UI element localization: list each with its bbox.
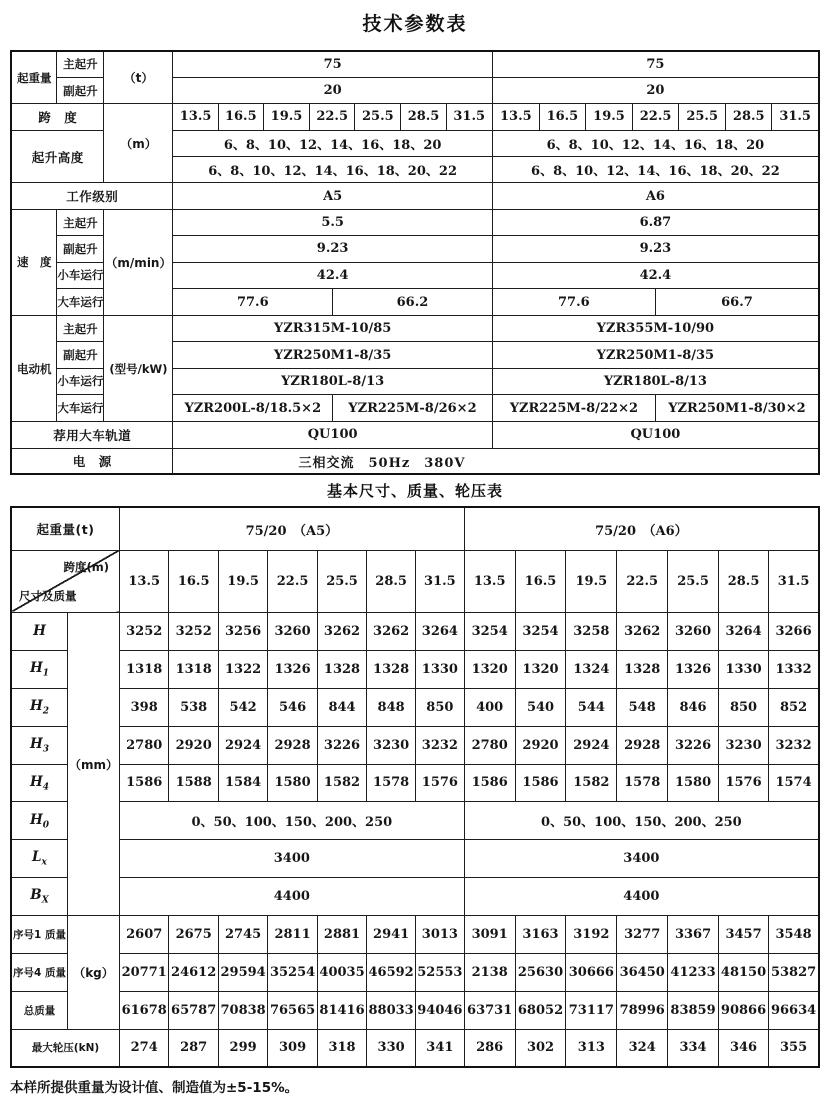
data-cell: 22.5 [633, 104, 679, 130]
page-title: 技术参数表 [362, 13, 468, 35]
row-label: 主起升 [57, 316, 104, 342]
data-cell: 1330 [416, 650, 465, 688]
row-label-power-supply: 电 源 [11, 448, 173, 474]
data-cell: 848 [367, 688, 416, 726]
data-cell: 844 [317, 688, 366, 726]
data-cell: 538 [169, 688, 218, 726]
data-cell: 29594 [218, 953, 267, 991]
data-cell: 341 [416, 1029, 465, 1067]
data-cell: 1574 [769, 764, 819, 802]
data-cell: 313 [566, 1029, 617, 1067]
data-cell: 3232 [416, 726, 465, 764]
data-cell: 1330 [718, 650, 768, 688]
unit-metres: （m） [104, 104, 173, 183]
row-label: 大车运行 [57, 289, 104, 316]
data-cell: 850 [416, 688, 465, 726]
data-cell: 3163 [515, 916, 566, 954]
diagonal-header-top-label: 跨度(m) [63, 559, 109, 574]
dims-table-title: 基本尺寸、质量、轮压表 [326, 482, 503, 501]
data-cell: 90866 [718, 991, 768, 1029]
crane-travel-motor-a6 [492, 395, 819, 422]
data-cell: 19.5 [218, 550, 267, 612]
data-cell: YZR180L-8/13 [492, 368, 819, 394]
data-cell: 52553 [416, 953, 465, 991]
row-label-H: H [11, 612, 67, 650]
data-cell: 2745 [218, 916, 267, 954]
data-cell: 544 [566, 688, 617, 726]
data-cell: 81416 [317, 991, 366, 1029]
data-cell: 16.5 [169, 550, 218, 612]
row-label-capacity: 起重量(t) [11, 507, 119, 550]
data-cell: 83859 [668, 991, 719, 1029]
data-cell: 30666 [566, 953, 617, 991]
data-cell: 2780 [464, 726, 515, 764]
row-label: 副起升 [57, 342, 104, 368]
data-cell: 3254 [515, 612, 566, 650]
data-cell: YZR250M1-8/30×2 [655, 395, 818, 421]
data-cell: 1326 [268, 650, 317, 688]
data-cell: 1586 [119, 764, 168, 802]
row-label-H4: $H_4$ [11, 764, 67, 802]
data-cell: 20771 [119, 953, 168, 991]
data-cell: 3260 [668, 612, 719, 650]
data-cell: 41233 [668, 953, 719, 991]
data-cell: 5.5 [173, 209, 492, 235]
data-cell: 302 [515, 1029, 566, 1067]
data-cell: 1578 [617, 764, 668, 802]
data-cell: 25.5 [679, 104, 726, 130]
data-cell: 36450 [617, 953, 668, 991]
row-label: 小车运行 [57, 368, 104, 394]
unit-m-per-min: （m/min） [104, 209, 173, 315]
data-cell: 0、50、100、150、200、250 [119, 802, 464, 840]
data-cell: 1586 [464, 764, 515, 802]
data-cell: 2928 [617, 726, 668, 764]
data-cell: 66.2 [332, 289, 492, 315]
data-cell: YZR180L-8/13 [173, 368, 492, 394]
data-cell: 94046 [416, 991, 465, 1029]
data-cell: 1582 [317, 764, 366, 802]
data-cell: 19.5 [263, 104, 309, 130]
row-label-max-wheel-load: 最大轮压(kN) [11, 1029, 119, 1067]
data-cell: 1318 [119, 650, 168, 688]
data-cell: 2881 [317, 916, 366, 954]
main-hoist-heights-a5: 6、8、10、12、14、16、18、20 [173, 130, 492, 156]
data-cell: 53827 [769, 953, 819, 991]
data-cell: 40035 [317, 953, 366, 991]
data-cell: 73117 [566, 991, 617, 1029]
data-cell: 28.5 [367, 550, 416, 612]
data-cell: 42.4 [492, 262, 819, 288]
unit-mm: （mm） [67, 612, 119, 915]
data-cell: 31.5 [772, 104, 819, 130]
data-cell: 25630 [515, 953, 566, 991]
data-cell: 13.5 [119, 550, 168, 612]
data-cell: 318 [317, 1029, 366, 1067]
data-cell: 3264 [718, 612, 768, 650]
data-cell: 25.5 [355, 104, 401, 130]
row-label-item1-mass: 序号1 质量 [11, 916, 67, 954]
data-cell: 1584 [218, 764, 267, 802]
data-cell: 66.7 [655, 289, 818, 315]
row-label-recommended-rail: 荐用大车轨道 [11, 422, 173, 448]
data-cell: 3230 [718, 726, 768, 764]
row-label-item4-mass: 序号4 质量 [11, 953, 67, 991]
data-cell: 3400 [464, 840, 819, 878]
group-header-a5: 75/20 （A5） [119, 507, 464, 550]
crane-travel-speed-a6 [492, 289, 819, 316]
data-cell: 2607 [119, 916, 168, 954]
data-cell: 3232 [769, 726, 819, 764]
main-capacity-a6: 75 [492, 51, 819, 77]
row-label-lifting-capacity: 起重量 [11, 51, 57, 104]
data-cell: 2138 [464, 953, 515, 991]
data-cell: 3256 [218, 612, 267, 650]
main-hoist-heights-a6: 6、8、10、12、14、16、18、20 [492, 130, 819, 156]
data-cell: 2920 [515, 726, 566, 764]
diagonal-header [11, 550, 119, 612]
data-cell: 25.5 [317, 550, 366, 612]
data-cell: 28.5 [718, 550, 768, 612]
crane-travel-motor-a5 [173, 395, 492, 422]
data-cell: 1318 [169, 650, 218, 688]
data-cell: YZR315M-10/85 [173, 316, 492, 342]
row-label-main-hoist: 主起升 [57, 51, 104, 77]
row-label-total-mass: 总质量 [11, 991, 67, 1029]
data-cell: 3226 [668, 726, 719, 764]
data-cell: 1322 [218, 650, 267, 688]
data-cell: 3226 [317, 726, 366, 764]
data-cell: 68052 [515, 991, 566, 1029]
data-cell: 48150 [718, 953, 768, 991]
crane-travel-speed-a5 [173, 289, 492, 316]
data-cell: 16.5 [539, 104, 585, 130]
data-cell: 31.5 [769, 550, 819, 612]
data-cell: 542 [218, 688, 267, 726]
data-cell: 1328 [367, 650, 416, 688]
data-cell: 9.23 [173, 236, 492, 262]
group-header-a6: 75/20 （A6） [464, 507, 819, 550]
data-cell: 35254 [268, 953, 317, 991]
row-label-Bx: $B_X$ [11, 878, 67, 916]
data-cell: 852 [769, 688, 819, 726]
data-cell: 324 [617, 1029, 668, 1067]
data-cell: 330 [367, 1029, 416, 1067]
data-cell: 65787 [169, 991, 218, 1029]
data-cell: 13.5 [464, 550, 515, 612]
data-cell: 13.5 [173, 104, 218, 130]
data-cell: QU100 [173, 422, 492, 448]
data-cell: 46592 [367, 953, 416, 991]
data-cell: 3277 [617, 916, 668, 954]
row-label-lifting-height: 起升高度 [11, 130, 104, 183]
data-cell: 286 [464, 1029, 515, 1067]
data-cell: 334 [668, 1029, 719, 1067]
row-label-Lx: $L_x$ [11, 840, 67, 878]
data-cell: YZR250M1-8/35 [173, 342, 492, 368]
data-cell: 3400 [119, 840, 464, 878]
data-cell: 28.5 [726, 104, 772, 130]
data-cell: 3262 [617, 612, 668, 650]
data-cell: 1578 [367, 764, 416, 802]
data-cell: 42.4 [173, 262, 492, 288]
data-cell: 2920 [169, 726, 218, 764]
data-cell: 13.5 [492, 104, 539, 130]
data-cell: 77.6 [236, 294, 269, 310]
data-cell: 3254 [464, 612, 515, 650]
row-label-H2: $H_2$ [11, 688, 67, 726]
data-cell: 76565 [268, 991, 317, 1029]
data-cell: 22.5 [310, 104, 355, 130]
dims-mass-wheel-table [10, 506, 820, 1068]
data-cell: QU100 [492, 422, 819, 448]
data-cell: 850 [718, 688, 768, 726]
data-cell: 3091 [464, 916, 515, 954]
data-cell: 88033 [367, 991, 416, 1029]
data-cell: 77.6 [558, 294, 590, 310]
data-cell: 1324 [566, 650, 617, 688]
data-cell: 25.5 [668, 550, 719, 612]
data-cell: YZR355M-10/90 [492, 316, 819, 342]
data-cell: 3262 [367, 612, 416, 650]
data-cell: 3252 [169, 612, 218, 650]
data-cell: 3013 [416, 916, 465, 954]
data-cell: 4400 [119, 878, 464, 916]
data-cell: 2941 [367, 916, 416, 954]
data-cell: 1580 [668, 764, 719, 802]
data-cell: 548 [617, 688, 668, 726]
data-cell: 299 [218, 1029, 267, 1067]
row-label-motor: 电动机 [11, 316, 57, 422]
row-label-H3: $H_3$ [11, 726, 67, 764]
data-cell: 3264 [416, 612, 465, 650]
data-cell: 63731 [464, 991, 515, 1029]
aux-hoist-heights-a5: 6、8、10、12、14、16、18、20、22 [173, 157, 492, 183]
data-cell: 19.5 [585, 104, 632, 130]
row-label-speed: 速 度 [11, 209, 57, 315]
data-cell: 846 [668, 688, 719, 726]
data-cell: 1332 [769, 650, 819, 688]
data-cell: 540 [515, 688, 566, 726]
data-cell: 70838 [218, 991, 267, 1029]
data-cell: YZR200L-8/18.5×2 [184, 400, 322, 416]
data-cell: 16.5 [218, 104, 263, 130]
data-cell: 9.23 [492, 236, 819, 262]
data-cell: 31.5 [416, 550, 465, 612]
data-cell: 96634 [769, 991, 819, 1029]
aux-capacity-a6: 20 [492, 77, 819, 103]
data-cell: 1328 [317, 650, 366, 688]
data-cell: 346 [718, 1029, 768, 1067]
diagonal-header-bottom-label: 尺寸及质量 [19, 588, 77, 603]
row-label-H0: $H_0$ [11, 802, 67, 840]
row-label-span: 跨 度 [11, 104, 104, 130]
data-cell: 398 [119, 688, 168, 726]
data-cell: 1588 [169, 764, 218, 802]
data-cell: 3457 [718, 916, 768, 954]
data-cell: 61678 [119, 991, 168, 1029]
data-cell: 2924 [566, 726, 617, 764]
data-cell: 1326 [668, 650, 719, 688]
unit-tonnes: （t） [104, 51, 173, 104]
data-cell: 2675 [169, 916, 218, 954]
data-cell: 6.87 [492, 209, 819, 235]
data-cell: 22.5 [617, 550, 668, 612]
unit-kg: （kg） [67, 916, 119, 1030]
data-cell: 3258 [566, 612, 617, 650]
data-cell: 78996 [617, 991, 668, 1029]
row-label-duty-class: 工作级别 [11, 183, 173, 209]
data-cell: 3260 [268, 612, 317, 650]
data-cell: 24612 [169, 953, 218, 991]
data-cell: 2924 [218, 726, 267, 764]
main-capacity-a5: 75 [173, 51, 492, 77]
data-cell: 309 [268, 1029, 317, 1067]
data-cell: 1580 [268, 764, 317, 802]
data-cell: 1320 [464, 650, 515, 688]
data-cell: 355 [769, 1029, 819, 1067]
data-cell: YZR225M-8/26×2 [332, 395, 492, 421]
data-cell: 31.5 [446, 104, 492, 130]
data-cell: 19.5 [566, 550, 617, 612]
data-cell: 16.5 [515, 550, 566, 612]
power-supply-value: 三相交流 50Hz 380V [173, 448, 819, 474]
row-label-aux-hoist: 副起升 [57, 77, 104, 103]
row-label: 主起升 [57, 209, 104, 235]
data-cell: 0、50、100、150、200、250 [464, 802, 819, 840]
data-cell: 3262 [317, 612, 366, 650]
data-cell: 400 [464, 688, 515, 726]
data-cell: 3367 [668, 916, 719, 954]
data-cell: 274 [119, 1029, 168, 1067]
row-label: 副起升 [57, 236, 104, 262]
data-cell: 28.5 [401, 104, 446, 130]
data-cell: YZR250M1-8/35 [492, 342, 819, 368]
data-cell: 1576 [718, 764, 768, 802]
data-cell: 3230 [367, 726, 416, 764]
data-cell: 3548 [769, 916, 819, 954]
data-cell: 4400 [464, 878, 819, 916]
row-label: 大车运行 [57, 395, 104, 422]
unit-model-kw: (型号/kW) [104, 316, 173, 422]
aux-capacity-a5: 20 [173, 77, 492, 103]
data-cell: 3252 [119, 612, 168, 650]
footnote: 本样所提供重量为设计值、制造值为±5-15%。 [10, 1080, 299, 1096]
data-cell: 22.5 [268, 550, 317, 612]
row-label-H1: $H_1$ [11, 650, 67, 688]
data-cell: 2928 [268, 726, 317, 764]
data-cell: 3192 [566, 916, 617, 954]
data-cell: 1586 [515, 764, 566, 802]
data-cell: 1576 [416, 764, 465, 802]
tech-params-table [10, 50, 820, 475]
data-cell: 1582 [566, 764, 617, 802]
data-cell: YZR225M-8/22×2 [509, 400, 639, 416]
row-label: 小车运行 [57, 262, 104, 288]
data-cell: 1328 [617, 650, 668, 688]
aux-hoist-heights-a6: 6、8、10、12、14、16、18、20、22 [492, 157, 819, 183]
duty-class-left: A5 [173, 183, 492, 209]
data-cell: 1320 [515, 650, 566, 688]
data-cell: 3266 [769, 612, 819, 650]
duty-class-right: A6 [492, 183, 819, 209]
data-cell: 2811 [268, 916, 317, 954]
data-cell: 546 [268, 688, 317, 726]
data-cell: 287 [169, 1029, 218, 1067]
data-cell: 2780 [119, 726, 168, 764]
